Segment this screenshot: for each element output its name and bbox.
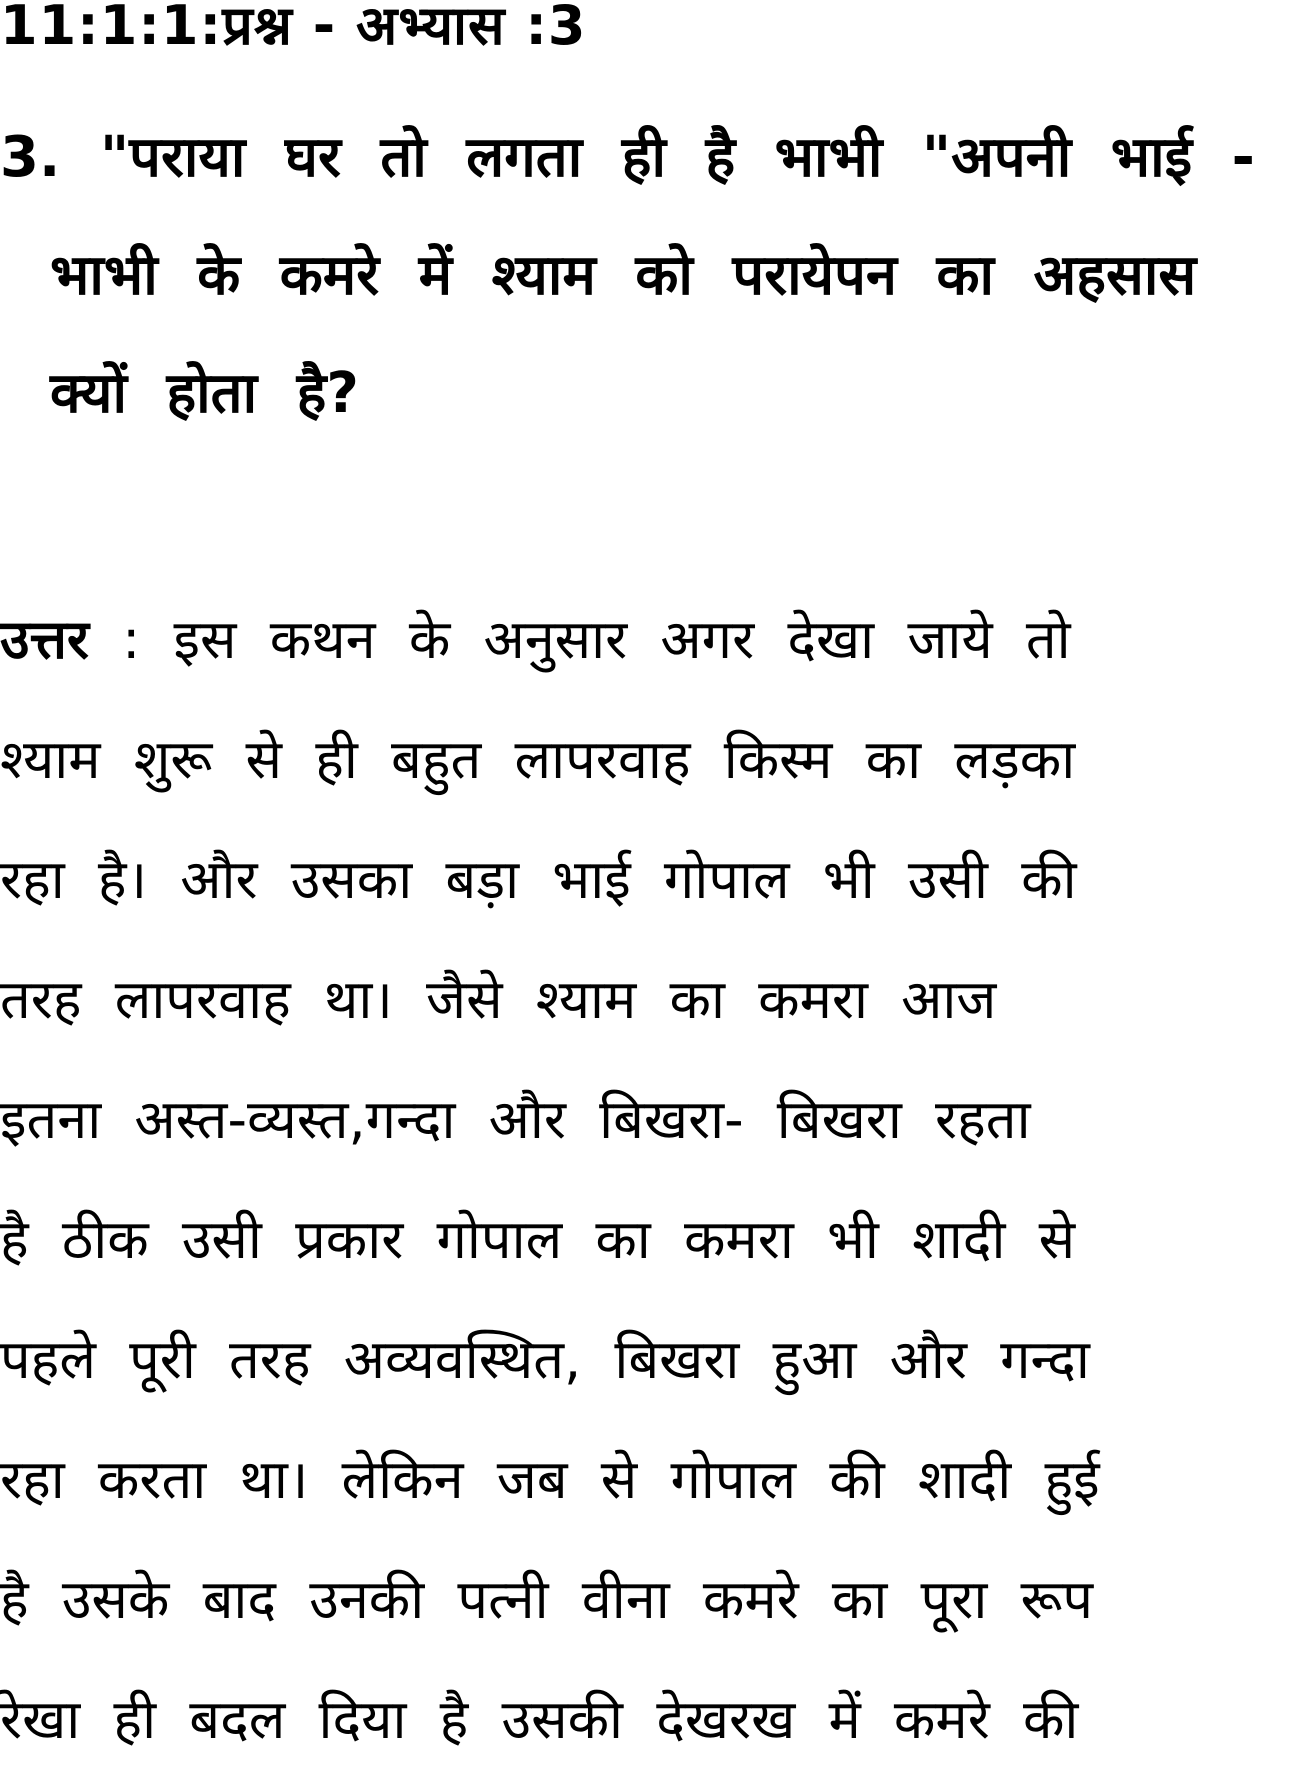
answer-line	[0, 590, 1292, 710]
answer-line: श्याम शुरू से ही बहुत लापरवाह किस्म का लड़का	[0, 728, 1076, 791]
answer-line: है उसके बाद उनकी पत्नी वीना कमरे का पूरा रूप	[0, 1568, 1094, 1631]
question-line: भाभी के कमरे में श्याम को परायेपन का अहसास	[50, 243, 1197, 308]
question-line: क्यों होता है?	[50, 361, 359, 426]
answer-line: इतना अस्त-व्यस्त,गन्दा और बिखरा- बिखरा रहता	[0, 1088, 1031, 1151]
section-heading: 11:1:1:प्रश्न - अभ्यास :3	[0, 0, 587, 57]
question-line	[0, 108, 1292, 226]
answer-line: पहले पूरी तरह अव्यवस्थित, बिखरा हुआ और गन्दा	[0, 1328, 1090, 1391]
answer-line: रहा करता था। लेकिन जब से गोपाल की शादी हुई	[0, 1448, 1100, 1511]
answer-line: तरह लापरवाह था। जैसे श्याम का कमरा आज	[0, 968, 997, 1031]
question-text: "पराया घर तो लगता ही है भाभी "अपनी भाई -	[100, 125, 1255, 190]
answer-text: : इस कथन के अनुसार अगर देखा जाये तो	[89, 608, 1071, 671]
answer-line: है ठीक उसी प्रकार गोपाल का कमरा भी शादी से	[0, 1208, 1076, 1271]
answer-label: उत्तर	[0, 608, 89, 671]
question-block	[0, 108, 1292, 462]
answer-line: रेखा ही बदल दिया है उसकी देखरख में कमरे की	[0, 1688, 1079, 1751]
question-number: 3.	[0, 125, 61, 190]
answer-block	[0, 590, 1292, 1790]
answer-line: रहा है। और उसका बड़ा भाई गोपाल भी उसी की	[0, 848, 1077, 911]
